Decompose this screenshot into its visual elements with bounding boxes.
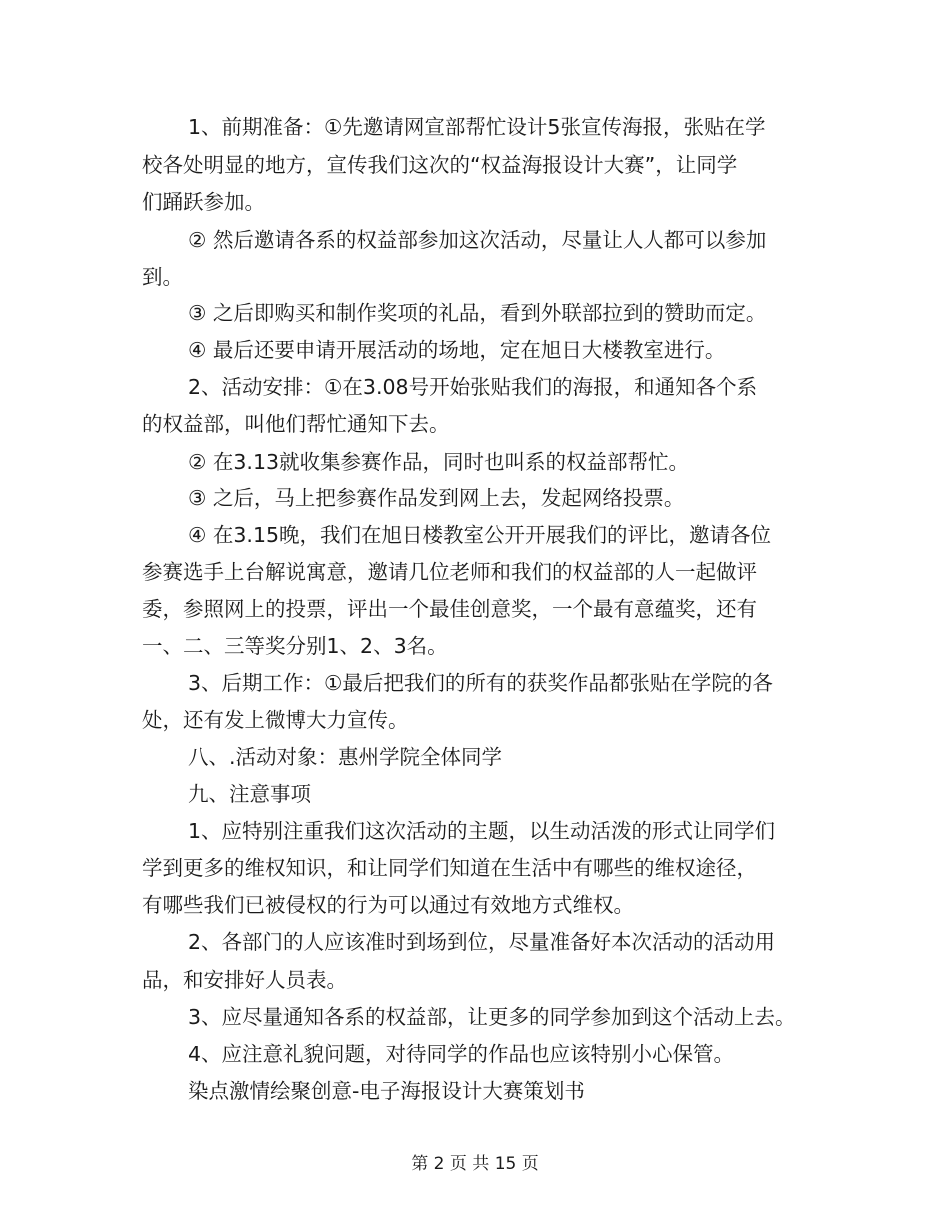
text-line: 参赛选手上台解说寓意，邀请几位老师和我们的权益部的人一起做评 [142,560,757,584]
text-line: 到。 [142,265,183,289]
text-line: ③ 之后，马上把参赛作品发到网上去，发起网络投票。 [188,486,685,510]
text-line: ④ 在3.15晚，我们在旭日楼教室公开开展我们的评比，邀请各位 [188,523,772,547]
text-line: 2、活动安排：①在3.08号开始张贴我们的海报，和通知各个系 [188,375,758,399]
text-line: 处，还有发上微博大力宣传。 [142,708,409,732]
section-heading: 八、.活动对象：惠州学院全体同学 [188,745,503,769]
text-line: 有哪些我们已被侵权的行为可以通过有效地方式维权。 [142,893,634,917]
text-line: ② 然后邀请各系的权益部参加这次活动，尽量让人人都可以参加 [188,228,767,252]
text-line: 品，和安排好人员表。 [142,968,347,992]
text-line: 2、各部门的人应该准时到场到位，尽量准备好本次活动的活动用 [188,930,776,954]
text-line: 1、应特别注重我们这次活动的主题，以生动活泼的形式让同学们 [188,819,776,843]
text-line: 一、二、三等奖分别1、2、3名。 [142,634,448,658]
text-line: 们踊跃参加。 [142,190,265,214]
text-line: 学到更多的维权知识，和让同学们知道在生活中有哪些的维权途径， [142,856,757,880]
text-line: 3、应尽量通知各系的权益部，让更多的同学参加到这个活动上去。 [188,1005,796,1029]
text-line: 4、应注意礼貌问题，对待同学的作品也应该特别小心保管。 [188,1042,735,1066]
text-line: 的权益部，叫他们帮忙通知下去。 [142,412,450,436]
page-number: 第 2 页 共 15 页 [411,1154,539,1174]
text-line: 委，参照网上的投票，评出一个最佳创意奖，一个最有意蕴奖，还有 [142,597,757,621]
section-heading: 九、注意事项 [188,782,311,806]
text-line: 校各处明显的地方，宣传我们这次的“权益海报设计大赛”，让同学 [142,153,738,177]
text-line: 3、后期工作：①最后把我们的所有的获奖作品都张贴在学院的各 [188,671,773,695]
text-line: 1、前期准备：①先邀请网宣部帮忙设计5张宣传海报，张贴在学 [188,115,766,139]
text-line: ④ 最后还要申请开展活动的场地，定在旭日大楼教室进行。 [188,338,726,362]
text-line: ③ 之后即购买和制作奖项的礼品，看到外联部拉到的赞助而定。 [188,301,767,325]
document-subtitle: 染点激情绘聚创意-电子海报设计大赛策划书 [188,1079,585,1103]
text-line: ② 在3.13就收集参赛作品，同时也叫系的权益部帮忙。 [188,450,690,474]
